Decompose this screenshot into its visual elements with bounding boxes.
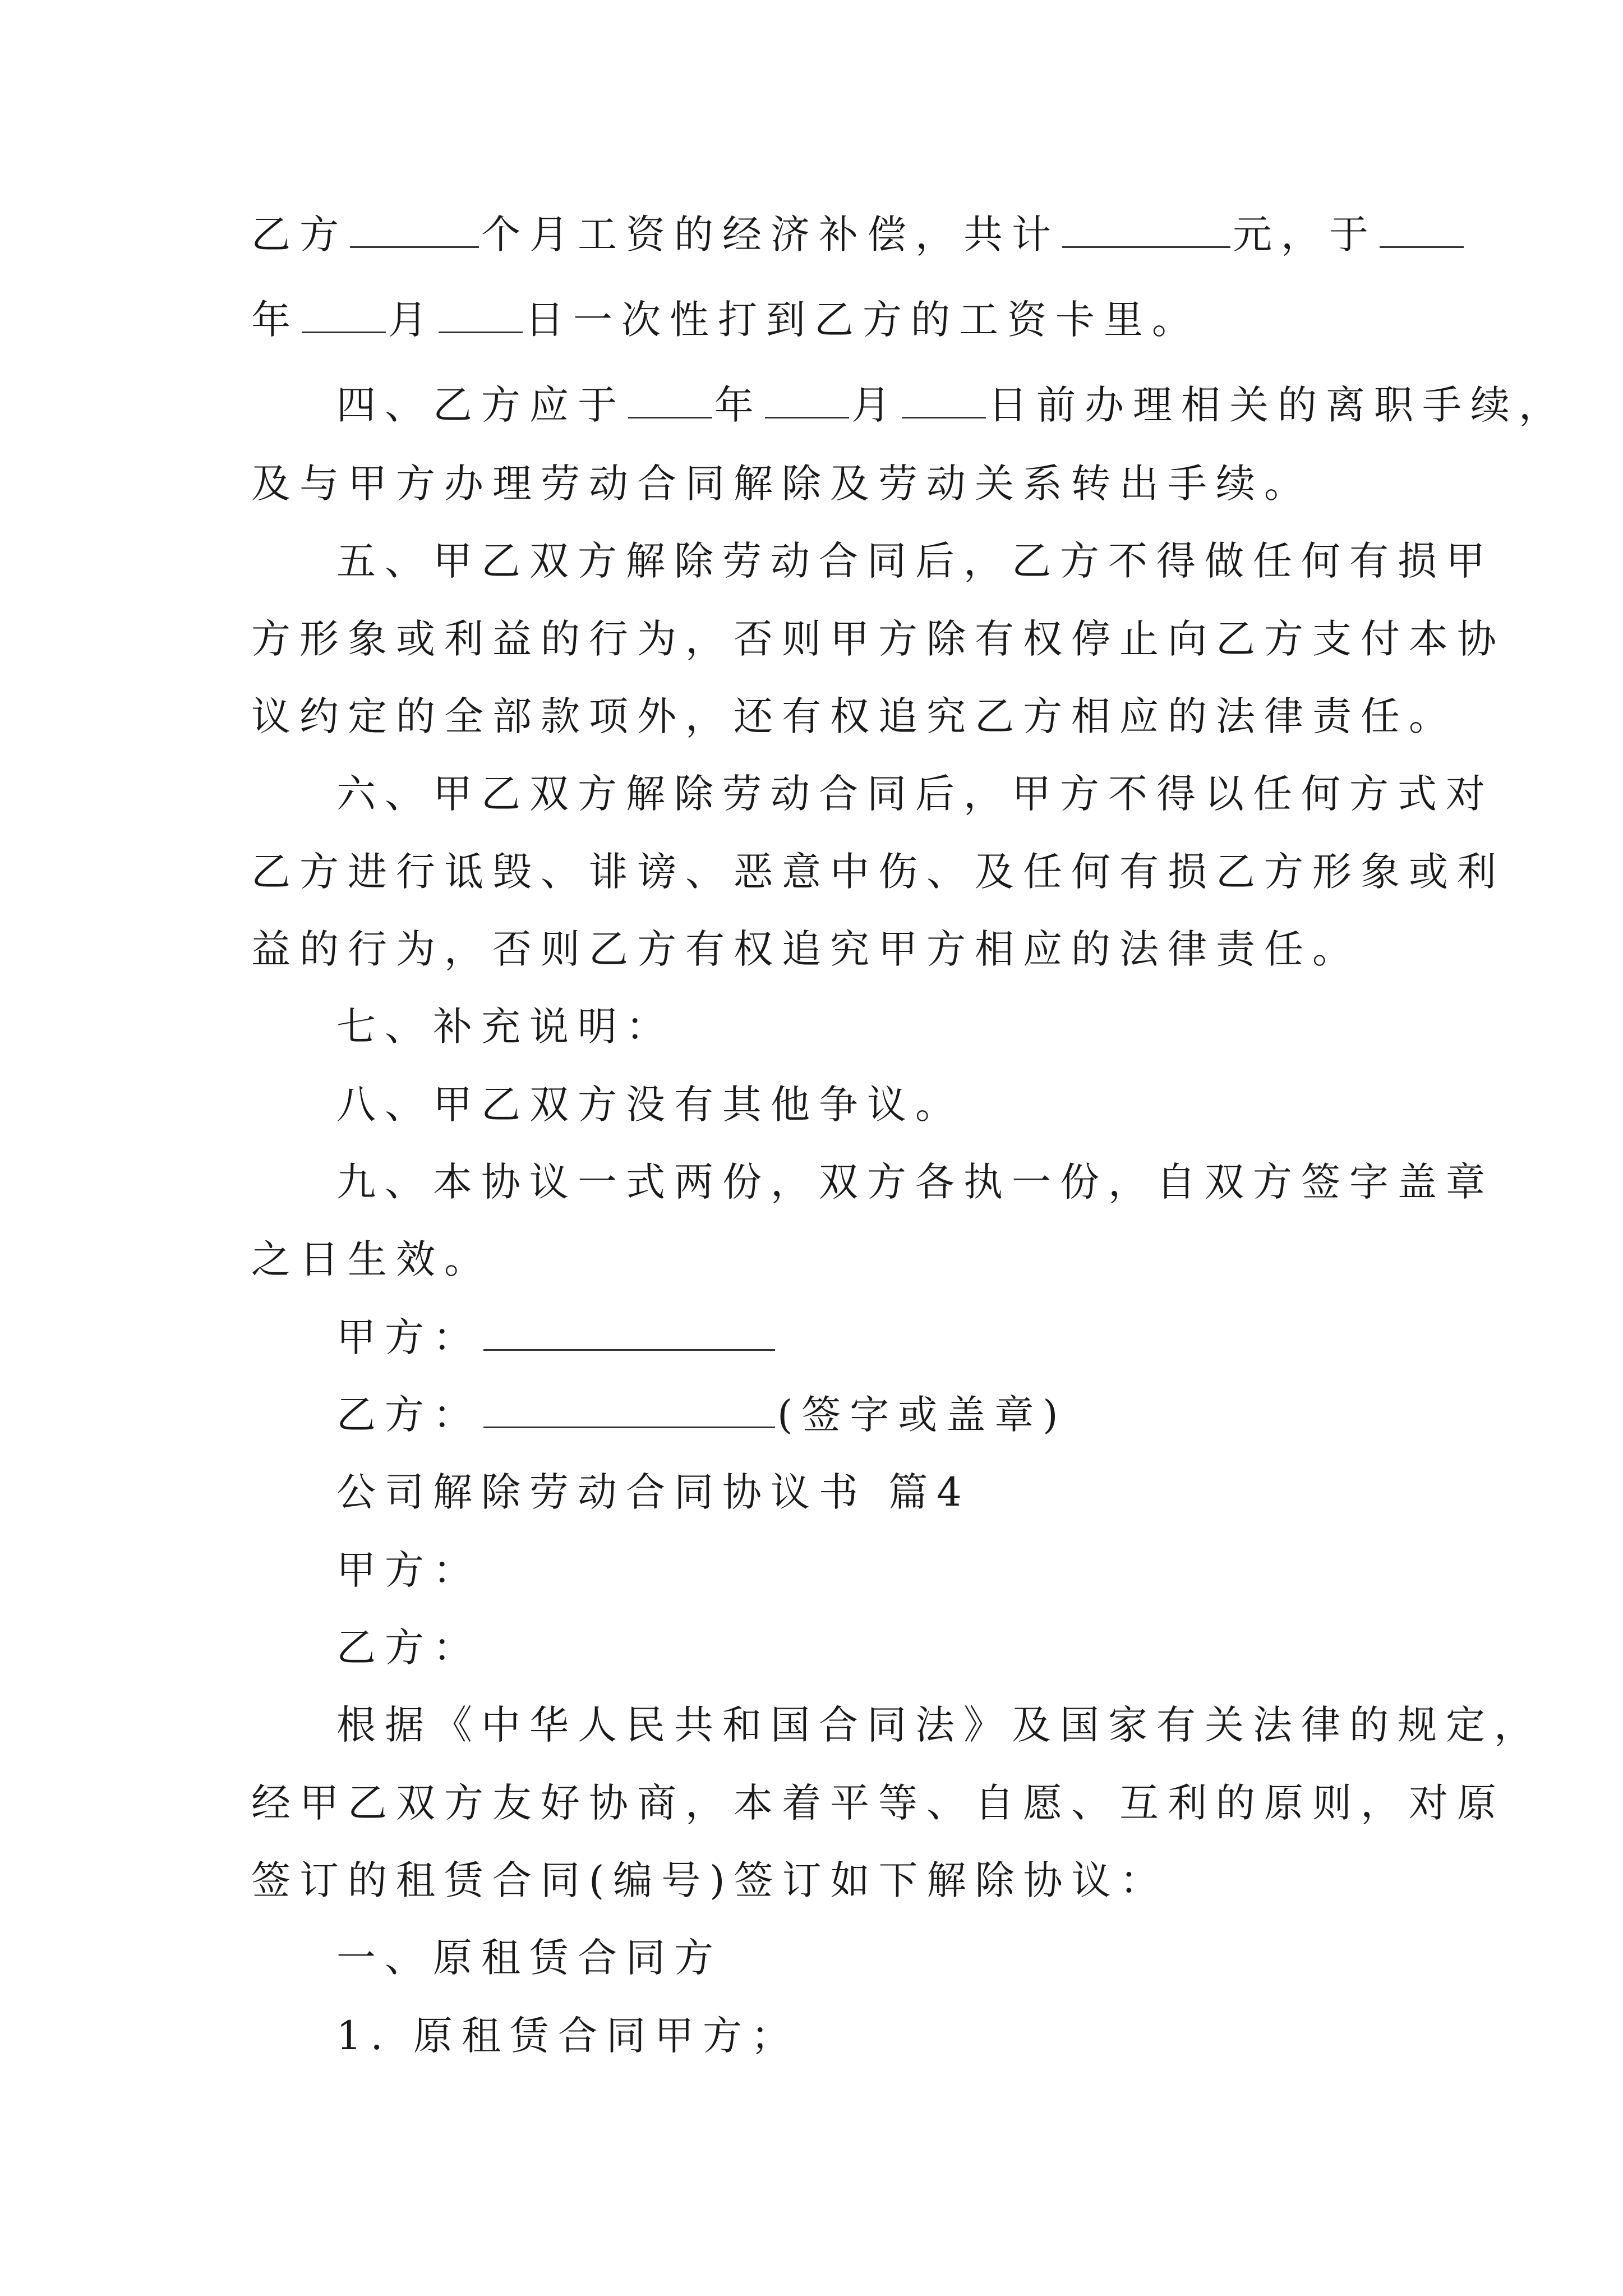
text-line: 及与甲方办理劳动合同解除及劳动关系转出手续。 xyxy=(251,461,1312,507)
blank-line xyxy=(439,297,523,333)
text-line: 根据《中华人民共和国合同法》及国家有关法律的规定， xyxy=(336,1702,1542,1748)
blank-line xyxy=(1062,211,1230,248)
blank-line xyxy=(483,1314,775,1351)
text-line: 九、本协议一式两份，双方各执一份，自双方签字盖章 xyxy=(336,1159,1494,1205)
blank-line xyxy=(628,382,712,418)
blank-line xyxy=(350,211,479,248)
signature-line-party-b: 乙方： (签字或盖章) xyxy=(336,1392,1067,1438)
blank-line xyxy=(1380,211,1464,248)
text-line: 乙方进行诋毁、诽谤、恶意中伤、及任何有损乙方形象或利 xyxy=(251,849,1505,895)
text-line: 七、补充说明： xyxy=(336,1004,674,1050)
blank-line xyxy=(902,382,986,418)
text-line: 六、甲乙双方解除劳动合同后，甲方不得以任何方式对 xyxy=(336,771,1494,817)
text-line: 签订的租赁合同(编号)签订如下解除协议： xyxy=(251,1857,1168,1903)
text-line: 一、原租赁合同方 xyxy=(336,1935,722,1981)
text-line: 方形象或利益的行为，否则甲方除有权停止向乙方支付本协 xyxy=(251,616,1505,662)
text-line: 之日生效。 xyxy=(251,1236,492,1282)
text-line: 乙方： xyxy=(336,1625,481,1671)
text-line: 议约定的全部款项外，还有权追究乙方相应的法律责任。 xyxy=(251,693,1457,739)
text-line: 年 月 日一次性打到乙方的工资卡里。 xyxy=(251,297,1200,343)
blank-line xyxy=(302,297,386,333)
text-line: 五、甲乙双方解除劳动合同后，乙方不得做任何有损甲 xyxy=(336,538,1494,584)
text-line: 经甲乙双方友好协商，本着平等、自愿、互利的原则，对原 xyxy=(251,1780,1505,1826)
text-line: 乙方 个月工资的经济补偿，共计 元，于 xyxy=(251,211,1466,258)
text-line: 四、乙方应于 年 月 日前办理相关的离职手续， xyxy=(336,382,1567,428)
text-line: 1. 原租赁合同甲方； xyxy=(336,2013,800,2059)
text-line: 八、甲乙双方没有其他争议。 xyxy=(336,1082,963,1128)
blank-line xyxy=(765,382,849,418)
text-line: 益的行为，否则乙方有权追究甲方相应的法律责任。 xyxy=(251,926,1361,972)
section-heading: 公司解除劳动合同协议书 篇4 xyxy=(336,1469,971,1515)
text-line: 甲方： xyxy=(336,1547,481,1593)
blank-line xyxy=(483,1392,775,1428)
signature-line-party-a: 甲方： xyxy=(336,1314,777,1361)
